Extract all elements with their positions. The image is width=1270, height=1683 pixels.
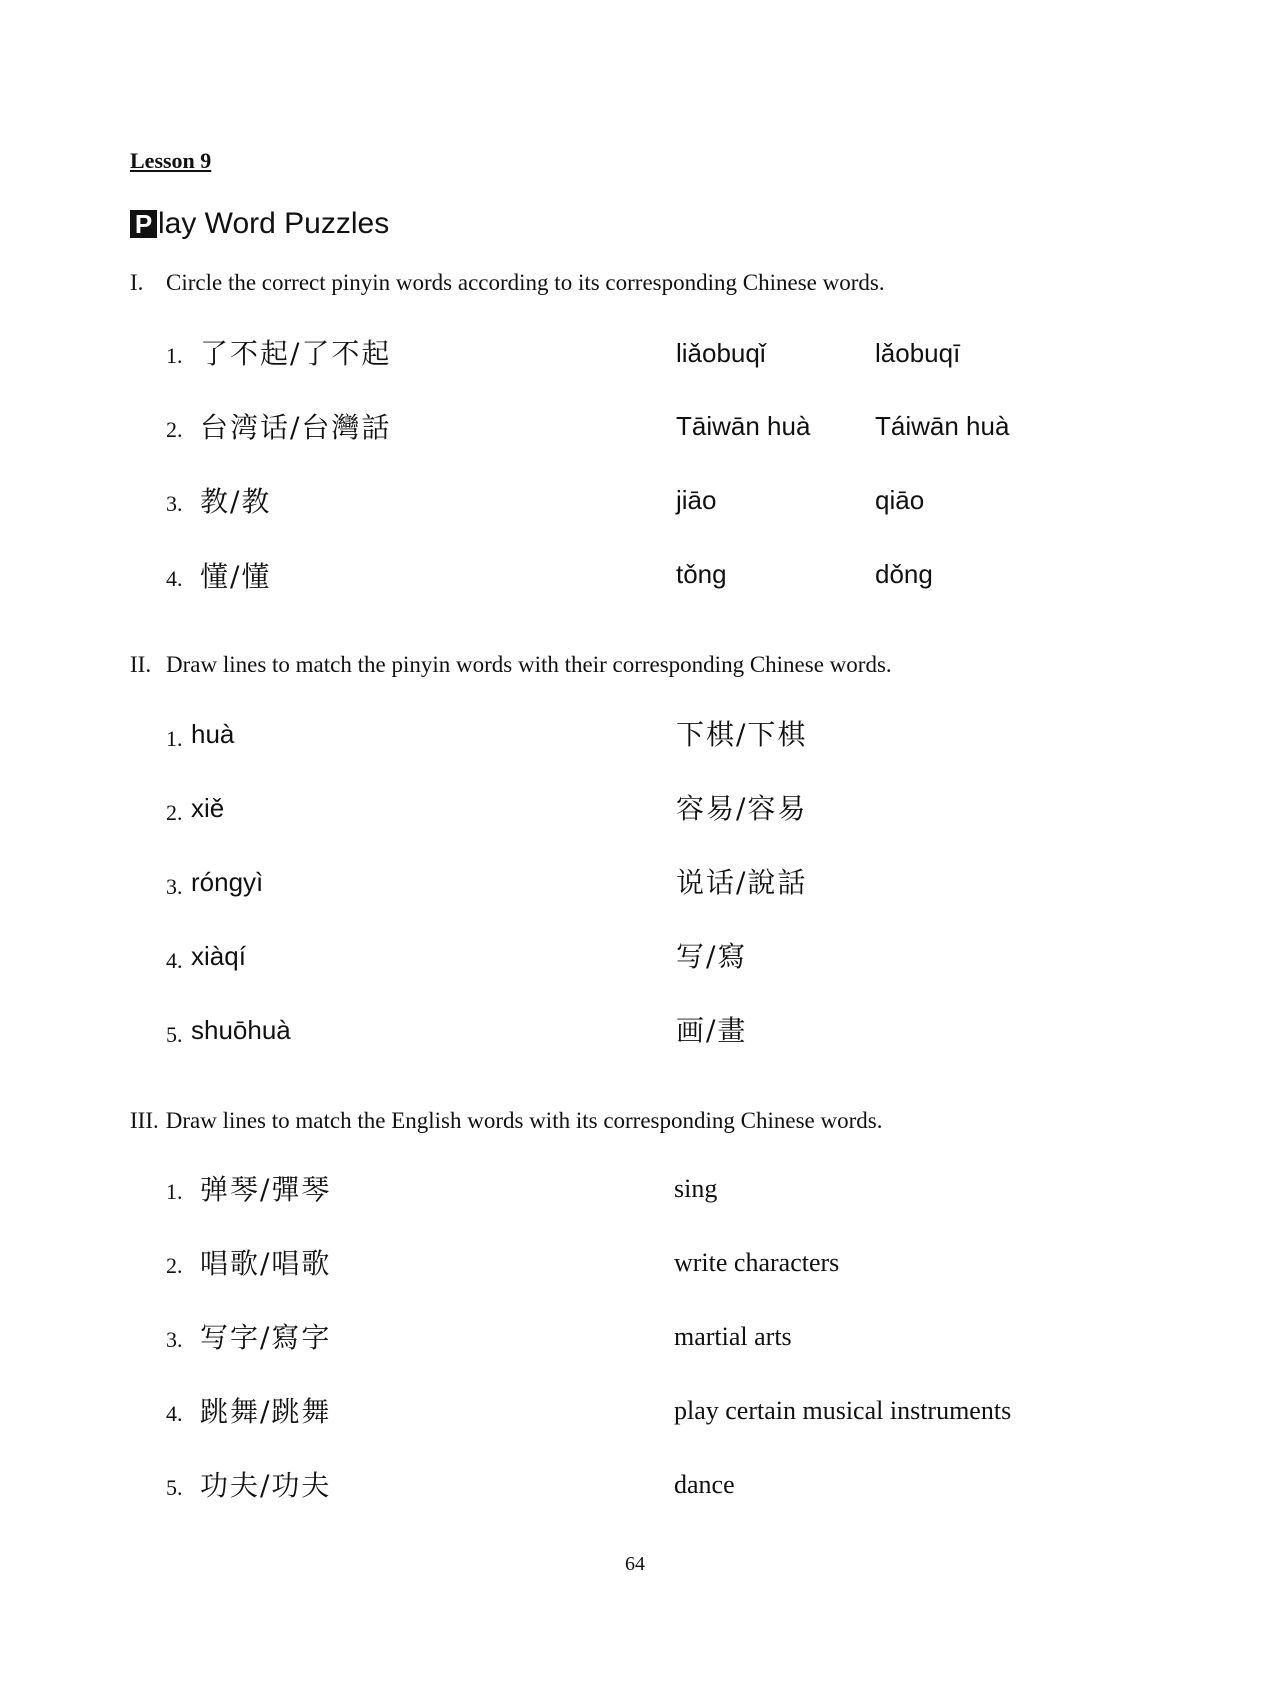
chinese-word[interactable]: 跳舞/跳舞 [200,1395,332,1428]
pinyin-option-a[interactable]: Tāiwān huà [676,411,811,441]
english-word[interactable]: martial arts [674,1322,792,1351]
list-item-number: 1. [166,1179,183,1204]
lesson-heading: Lesson 9 [130,148,212,173]
chinese-word[interactable]: 说话/說話 [676,866,808,899]
pinyin-option-a[interactable]: jiāo [676,485,717,515]
english-word[interactable]: dance [674,1470,735,1499]
title-initial-box: P [130,210,157,238]
english-word[interactable]: write characters [674,1248,840,1277]
page-title [130,207,389,241]
chinese-word[interactable]: 弹琴/彈琴 [200,1173,332,1206]
english-word[interactable]: sing [674,1174,718,1203]
chinese-word[interactable]: 写字/寫字 [200,1321,332,1354]
list-item-number: 2. [166,1253,183,1278]
chinese-word: 了不起/了不起 [200,337,392,370]
list-item-number: 4. [166,1401,183,1426]
pinyin-word[interactable]: róngyì [191,867,264,897]
chinese-word[interactable]: 唱歌/唱歌 [200,1247,332,1280]
section-2-instruction [130,652,892,678]
pinyin-option-b[interactable]: lǎobuqī [875,338,961,368]
pinyin-word[interactable]: xiě [191,793,225,823]
list-item-number: 5. [166,1475,183,1500]
pinyin-word[interactable]: xiàqí [191,941,246,971]
list-item-number: 3. [166,491,183,516]
chinese-word[interactable]: 写/寫 [676,940,748,973]
english-word[interactable]: play certain musical instruments [674,1396,1012,1425]
list-item-number: 3. [166,874,183,899]
chinese-word[interactable]: 容易/容易 [676,792,808,825]
pinyin-option-b[interactable]: qiāo [875,485,925,515]
title-rest: lay Word Puzzles [158,207,390,240]
pinyin-option-a[interactable]: tǒng [676,559,727,589]
chinese-word[interactable]: 功夫/功夫 [200,1469,332,1502]
chinese-word[interactable]: 下棋/下棋 [676,718,808,751]
section-1-instruction [130,270,885,296]
section-2-text: Draw lines to match the pinyin words with their corresponding Chinese words. [166,652,892,677]
pinyin-word[interactable]: shuōhuà [191,1015,291,1045]
list-item-number: 1. [166,343,183,368]
pinyin-option-b[interactable]: Táiwān huà [875,411,1010,441]
chinese-word: 教/教 [200,485,272,518]
list-item-number: 4. [166,566,183,591]
section-3-instruction [130,1108,882,1134]
pinyin-word[interactable]: huà [191,719,235,749]
page-number: 64 [625,1553,645,1575]
pinyin-option-a[interactable]: liǎobuqǐ [676,338,766,368]
list-item-number: 4. [166,948,183,973]
list-item-number: 2. [166,417,183,442]
section-2-roman: II. [130,652,152,677]
section-1-text: Circle the correct pinyin words according to its corresponding Chinese words. [166,270,885,295]
list-item-number: 2. [166,800,183,825]
section-3-text: Draw lines to match the English words with its corresponding Chinese words. [165,1108,883,1133]
list-item-number: 1. [166,726,183,751]
chinese-word[interactable]: 画/畫 [676,1014,748,1047]
section-1-roman: I. [130,270,144,295]
list-item-number: 3. [166,1327,183,1352]
chinese-word: 懂/懂 [200,560,272,593]
pinyin-option-b[interactable]: dǒng [875,559,933,589]
chinese-word: 台湾话/台灣話 [200,411,392,444]
section-3-roman: III. [130,1108,159,1133]
list-item-number: 5. [166,1022,183,1047]
